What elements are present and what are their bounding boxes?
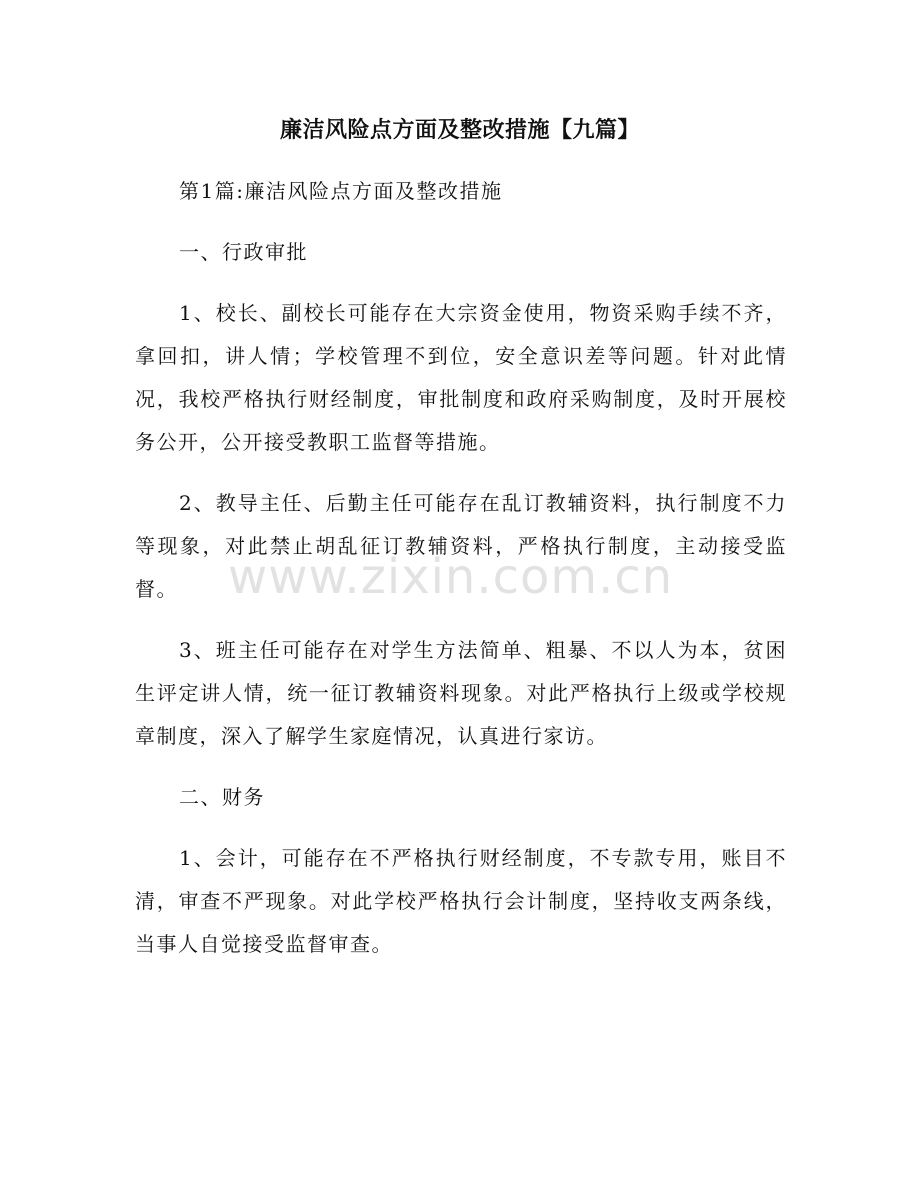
document-body: [135, 170, 787, 966]
body-paragraph: 1、会计，可能存在不严格执行财经制度，不专款专用，账目不清，审查不严现象。对此学校严格执行会计制度，坚持收支两条线，当事人自觉接受监督审查。: [135, 846, 787, 956]
body-paragraph: 3、班主任可能存在对学生方法简单、粗暴、不以人为本，贫困生评定讲人情，统一征订教辅资料现象。对此严格执行上级或学校规章制度，深入了解学生家庭情况，认真进行家访。: [135, 638, 787, 748]
watermark: www.zixin.com.cn: [228, 549, 674, 605]
body-paragraph: 2、教导主任、后勤主任可能存在乱订教辅资料，执行制度不力等现象，对此禁止胡乱征订教辅资料，严格执行制度，主动接受监督。: [135, 491, 787, 601]
subsection-heading: 一、行政审批: [179, 240, 308, 264]
body-paragraph: 1、校长、副校长可能存在大宗资金使用，物资采购手续不齐，拿回扣，讲人情；学校管理不到位，安全意识差等问题。针对此情况，我校严格执行财经制度，审批制度和政府采购制度，及时开展校务公开，公开接受教职工监督等措施。: [135, 301, 787, 454]
subsection-heading: 二、财务: [179, 785, 265, 809]
document-title: 廉洁风险点方面及整改措施【九篇】: [279, 118, 640, 143]
section-heading: 第1篇:廉洁风险点方面及整改措施: [179, 179, 503, 203]
